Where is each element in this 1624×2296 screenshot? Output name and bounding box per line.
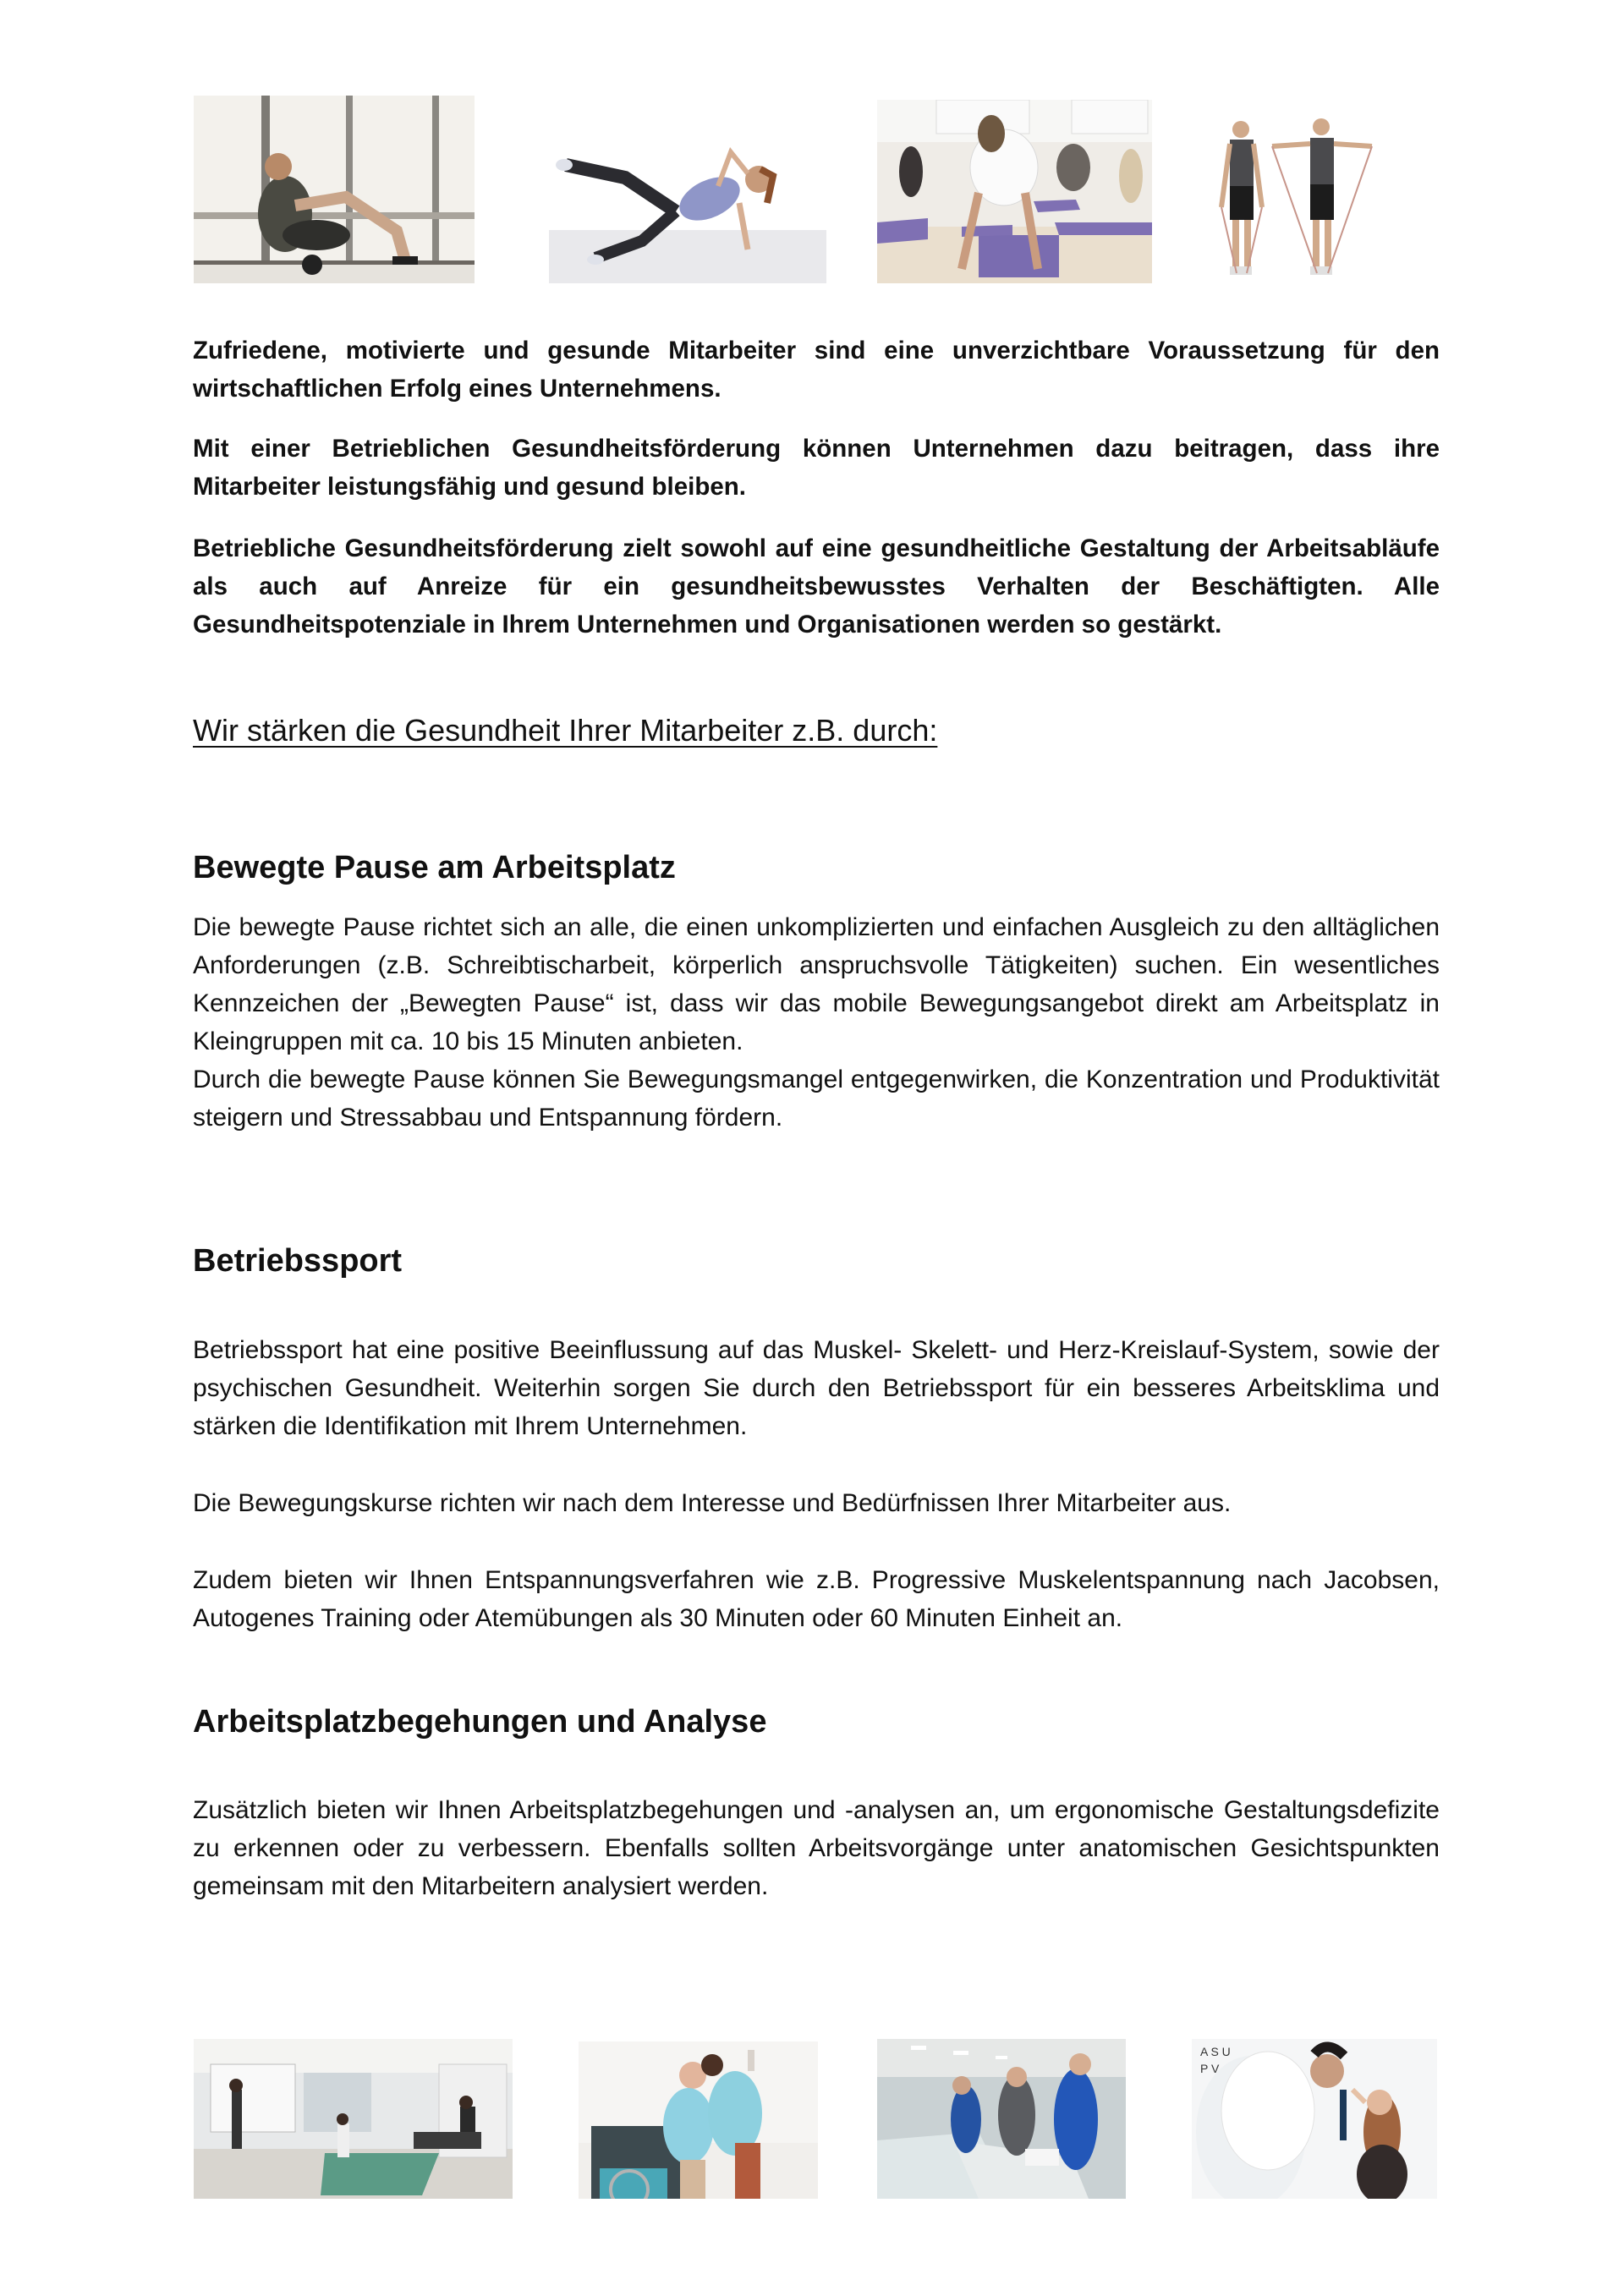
svg-text:P V: P V (1200, 2062, 1220, 2075)
section-title-betriebssport: Betriebssport (193, 1243, 403, 1279)
section-body-arbeitsplatzbegehungen (193, 1791, 1440, 1905)
section-paragraph: Betriebssport hat eine positive Beeinflussung auf das Muskel- Skelett- und Herz-Kreislauf-System, sowie der psychischen Gesundheit. Weiterhin sorgen Sie durch den Betriebssport für ein besseres Arbeitsklima und stärken die Identifikation mit Ihrem Unternehmen. (193, 1336, 1440, 1440)
industrial-workplace-photo (877, 2039, 1126, 2199)
eye-exam-photo (1192, 2039, 1437, 2199)
section-paragraph: Zusätzlich bieten wir Ihnen Arbeitsplatzbegehungen und -analysen an, um ergonomische Gestaltungsdefizite zu erkennen oder zu verbessern. Ebenfalls sollten Arbeitsvorgänge unter anatomischen Gesichtspunkten gemeinsam mit den Mitarbeitern analysiert werden. (193, 1796, 1440, 1900)
intro-text: Mit einer Betrieblichen Gesundheitsförderung können Unternehmen dazu beitragen, dass ihre Mitarbeiter leistungsfähig und gesund bleiben. (193, 435, 1440, 501)
group-plank-class-photo (877, 100, 1152, 283)
intro-paragraph-1 (193, 332, 1440, 408)
section-body-bewegte-pause (193, 908, 1440, 1137)
foam-roller-exercise-photo (194, 96, 475, 283)
care-transfer-photo (579, 2041, 818, 2199)
section-body-betriebssport-1 (193, 1331, 1440, 1445)
svg-text:A S U: A S U (1200, 2045, 1231, 2058)
section-title-bewegte-pause: Bewegte Pause am Arbeitsplatz (193, 850, 676, 885)
section-body-betriebssport-3 (193, 1561, 1440, 1637)
intro-paragraph-3 (193, 529, 1440, 644)
intro-paragraph-2 (193, 430, 1440, 506)
section-paragraph: Zudem bieten wir Ihnen Entspannungsverfahren wie z.B. Progressive Muskelentspannung nach Jacobsen, Autogenes Training oder Atemübungen als 30 Minuten oder 60 Minuten Einheit an. (193, 1566, 1440, 1632)
intro-text: Betriebliche Gesundheitsförderung zielt sowohl auf eine gesundheitliche Gestaltung der Arbeitsabläufe als auch auf Anreize für ein gesundheitsbewusstes Verhalten der Beschäftigten. Alle Gesundheitspotenziale in Ihrem Unternehmen und Organisationen werden so gestärkt. (193, 534, 1440, 638)
intro-text: Zufriedene, motivierte und gesunde Mitarbeiter sind eine unverzichtbare Voraussetzung für den wirtschaftlichen Erfolg eines Unternehmens. (193, 337, 1440, 403)
resistance-band-photo (1211, 114, 1435, 283)
section-paragraph: Die bewegte Pause richtet sich an alle, die einen unkomplizierten und einfachen Ausgleich zu den alltäglichen Anforderungen (z.B. Schreibtischarbeit, körperlich anspruchsvolle Tätigkeiten) suchen. Ein wesentliches Kennzeichen der „Bewegten Pause“ ist, dass wir das mobile Bewegungsangebot direkt am Arbeitsplatz in Kleingruppen mit ca. 10 bis 15 Minuten anbieten. (193, 913, 1440, 1055)
section-paragraph: Durch die bewegte Pause können Sie Bewegungsmangel entgegenwirken, die Konzentration und Produktivität steigern und Stressabbau und Entspannung fördern. (193, 1066, 1440, 1132)
section-paragraph: Die Bewegungskurse richten wir nach dem Interesse und Bedürfnissen Ihrer Mitarbeiter aus. (193, 1489, 1232, 1517)
section-body-betriebssport-2 (193, 1484, 1440, 1522)
office-workplace-photo (194, 2039, 513, 2199)
section-title-arbeitsplatzbegehungen: Arbeitsplatzbegehungen und Analyse (193, 1704, 767, 1740)
side-plank-photo (549, 101, 826, 283)
services-subheading: Wir stärken die Gesundheit Ihrer Mitarbeiter z.B. durch: (193, 713, 938, 748)
